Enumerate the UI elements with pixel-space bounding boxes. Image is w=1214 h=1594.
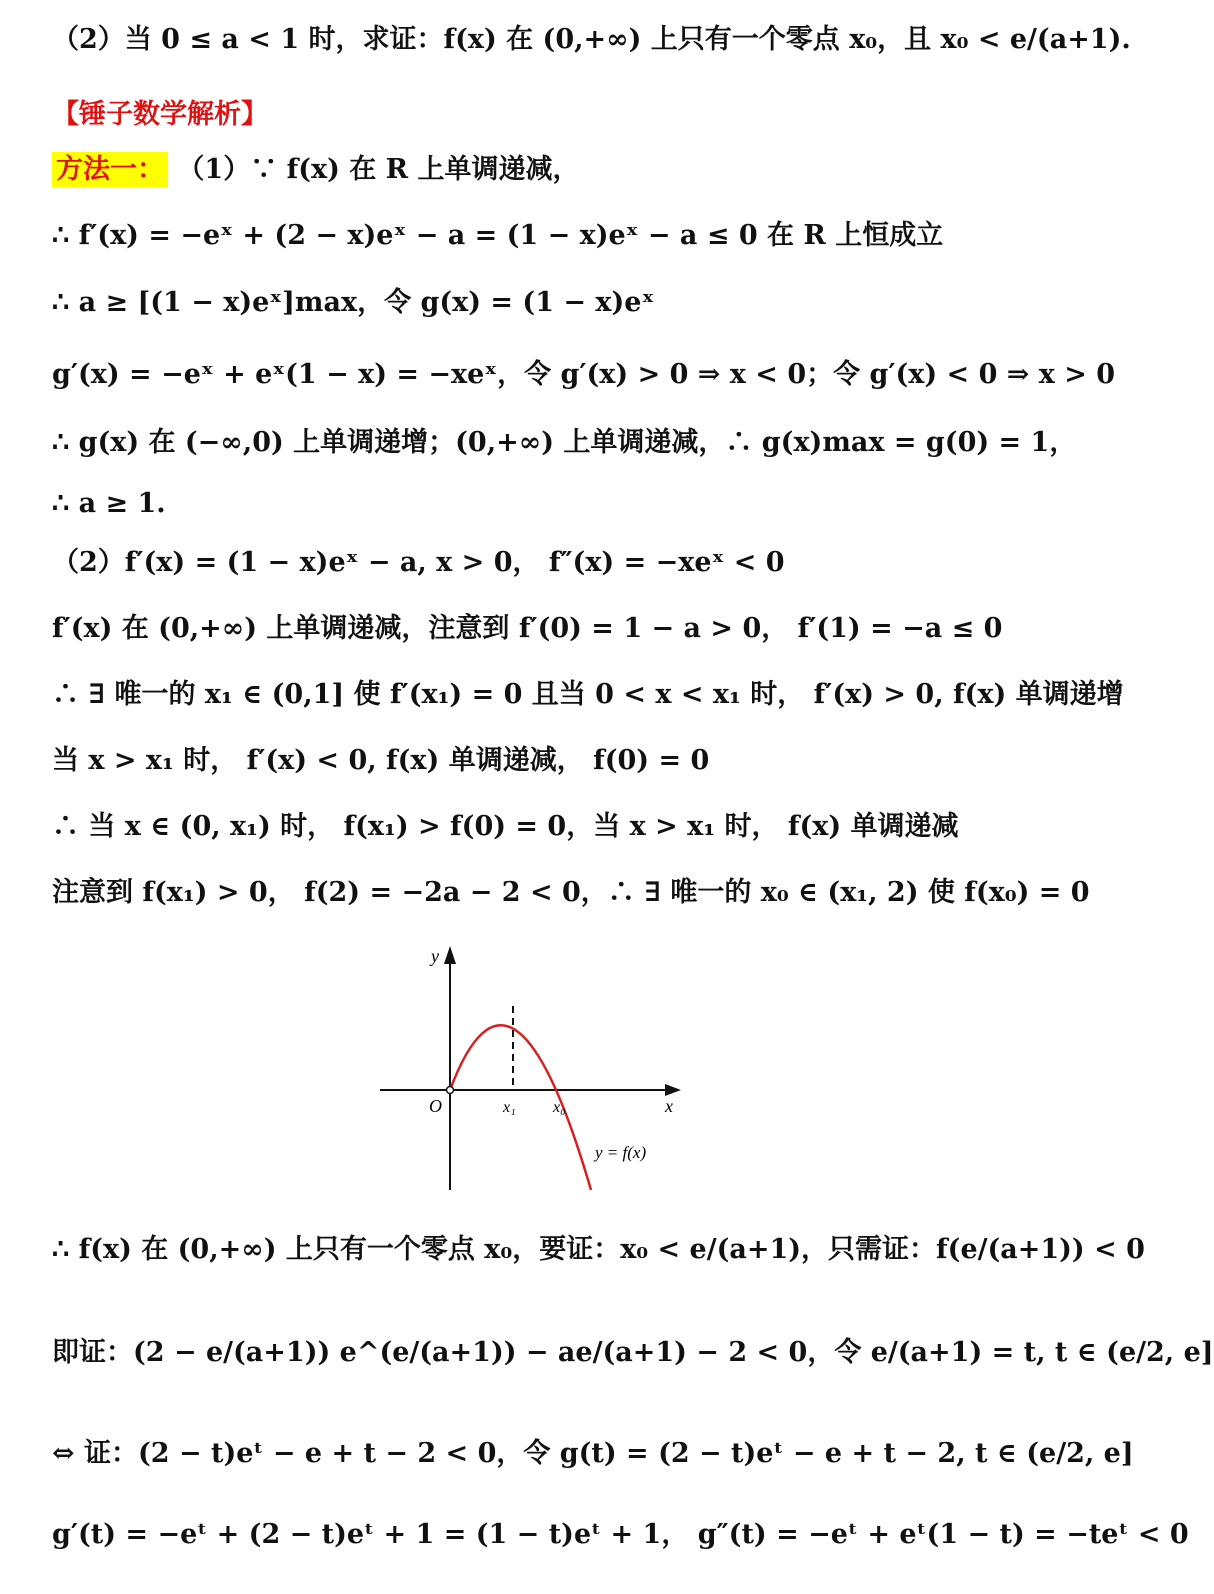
solution-line-4: g′(x) = −eˣ + eˣ(1 − x) = −xeˣ，令 g′(x) > 0 ⇒ x < 0；令 g′(x) < 0 ⇒ x > 0 bbox=[52, 359, 1116, 390]
solution-line-14: 即证：(2 − e/(a+1)) e^(e/(a+1)) − ae/(a+1) − 2 < 0，令 e/(a+1) = t, t ∈ (e/2, e] bbox=[52, 1337, 1214, 1368]
solution-line-11: ∴ 当 x ∈ (0, x₁) 时， f(x₁) > f(0) = 0，当 x > x₁ 时， f(x) 单调递减 bbox=[52, 811, 959, 842]
function-graph bbox=[375, 940, 695, 1200]
y-axis-arrow bbox=[444, 946, 456, 964]
x-axis-arrow bbox=[665, 1084, 681, 1096]
solution-line-6: ∴ a ≥ 1. bbox=[52, 488, 166, 519]
x-axis-label: x bbox=[665, 1096, 673, 1116]
origin-point bbox=[447, 1087, 454, 1094]
curve-label: y = f(x) bbox=[595, 1143, 647, 1162]
analysis-title: 【锤子数学解析】 bbox=[52, 99, 268, 130]
solution-line-2: ∴ f′(x) = −eˣ + (2 − x)eˣ − a = (1 − x)eˣ − a ≤ 0 在 R 上恒成立 bbox=[52, 220, 944, 251]
solution-line-16: g′(t) = −eᵗ + (2 − t)eᵗ + 1 = (1 − t)eᵗ + 1， g″(t) = −eᵗ + eᵗ(1 − t) = −teᵗ < 0 bbox=[52, 1519, 1189, 1550]
x1-label: x₁ bbox=[503, 1099, 516, 1116]
problem-part2: （2）当 0 ≤ a < 1 时，求证：f(x) 在 (0,+∞) 上只有一个零点 x₀，且 x₀ < e/(a+1). bbox=[52, 24, 1131, 55]
solution-line-8: f′(x) 在 (0,+∞) 上单调递减，注意到 f′(0) = 1 − a > 0， f′(1) = −a ≤ 0 bbox=[52, 613, 1003, 644]
curve-f bbox=[450, 1025, 591, 1190]
method-one-line bbox=[52, 150, 580, 190]
solution-line-3: ∴ a ≥ [(1 − x)eˣ]max，令 g(x) = (1 − x)eˣ bbox=[52, 287, 655, 318]
method-label: 方法一： bbox=[52, 152, 168, 187]
solution-line-13: ∴ f(x) 在 (0,+∞) 上只有一个零点 x₀，要证：x₀ < e/(a+1)，只需证：f(e/(a+1)) < 0 bbox=[52, 1234, 1145, 1265]
solution-line-5: ∴ g(x) 在 (−∞,0) 上单调递增；(0,+∞) 上单调递减，∴ g(x)max = g(0) = 1， bbox=[52, 427, 1077, 458]
solution-line-10: 当 x > x₁ 时， f′(x) < 0, f(x) 单调递减， f(0) = 0 bbox=[52, 745, 710, 776]
y-axis-label: y bbox=[431, 946, 439, 966]
x0-label: x₀ bbox=[553, 1099, 566, 1116]
solution-line-7: （2）f′(x) = (1 − x)eˣ − a, x > 0， f″(x) = −xeˣ < 0 bbox=[52, 547, 785, 578]
solution-line-15: ⇔ 证：(2 − t)eᵗ − e + t − 2 < 0，令 g(t) = (2 − t)eᵗ − e + t − 2, t ∈ (e/2, e] bbox=[52, 1438, 1134, 1469]
origin-label: O bbox=[429, 1096, 442, 1116]
solution-line-9: ∴ ∃ 唯一的 x₁ ∈ (0,1] 使 f′(x₁) = 0 且当 0 < x < x₁ 时， f′(x) > 0, f(x) 单调递增 bbox=[52, 679, 1124, 710]
solution-line-12: 注意到 f(x₁) > 0， f(2) = −2a − 2 < 0，∴ ∃ 唯一的 x₀ ∈ (x₁, 2) 使 f(x₀) = 0 bbox=[52, 877, 1090, 908]
solution-line-1: （1）∵ f(x) 在 R 上单调递减， bbox=[177, 154, 580, 185]
